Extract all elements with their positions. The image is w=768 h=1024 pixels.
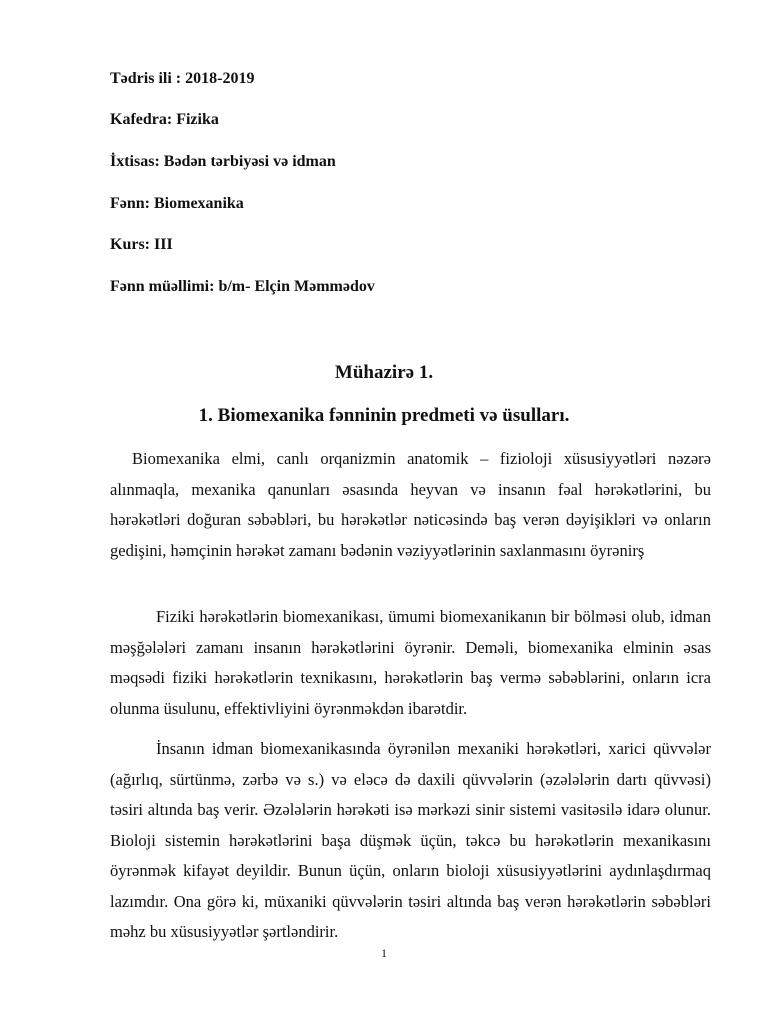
specialty: İxtisas: Bədən tərbiyəsi və idman bbox=[110, 153, 336, 170]
paragraph-3: İnsanın idman biomexanikasında öyrənilən mexaniki hərəkətləri, xarici qüvvələr (ağırlıq, sürtünmə, zərbə və s.) və eləcə də daxili qüvvələrin (əzələlərin dartı qüvvəsi) təsiri altında baş verir. Əzələlərin hərəkəti isə mərkəzi sinir sistemi vasitəsilə idarə olunur. Bioloji sistemin hərəkətlərini başa düşmək üçün, təkcə bu hərəkətlərin mexanikasını öyrənmək kifayət deyildir. Bunun üçün, onların bioloji xüsusiyyətlərini aydınlaşdırmaq lazımdır. Ona görə ki, müxaniki qüvvələrin təsiri altında baş verən hərəkətlərin səbəbləri məhz bu xüsusiyyətlər şərtləndirir. bbox=[110, 739, 711, 941]
section-title: 1. Biomexanika fənninin predmeti və üsulları. bbox=[198, 405, 570, 426]
course: Kurs: III bbox=[110, 236, 173, 253]
academic-year: Tədris ili : 2018-2019 bbox=[110, 70, 255, 87]
paragraph-2: Fiziki hərəkətlərin biomexanikası, ümumi biomexanikanın bir bölməsi olub, idman məşğələləri zamanı insanın hərəkətlərini öyrənir. Deməli, biomexanika elminin əsas məqsədi fiziki hərəkətlərin texnikasını, hərəkətlərin baş vermə səbəblərini, onların icra olunma üsulunu, effektivliyini öyrənməkdən ibarətdir. bbox=[110, 607, 711, 718]
paragraph-1-block bbox=[110, 444, 711, 566]
page-number: 1 bbox=[381, 946, 387, 960]
paragraph-3-block bbox=[110, 734, 711, 948]
subject: Fənn: Biomexanika bbox=[110, 195, 244, 212]
lecture-title: Mühazirə 1. bbox=[334, 362, 434, 383]
department: Kafedra: Fizika bbox=[110, 111, 219, 128]
paragraph-1: Biomexanika elmi, canlı orqanizmin anatomik – fizioloji xüsusiyyətləri nəzərə alınmaqla, mexanika qanunları əsasında heyvan və insanın fəal hərəkətlərini, bu hərəkətləri doğuran səbəbləri, bu hərəkətlər nəticəsində baş verən dəyişikləri və onların gedişini, həmçinin hərəkət zamanı bədənin vəziyyətlərinin saxlanmasını öyrənirş bbox=[110, 449, 711, 560]
teacher: Fənn müəllimi: b/m- Elçin Məmmədov bbox=[110, 278, 375, 295]
paragraph-2-block bbox=[110, 602, 711, 724]
